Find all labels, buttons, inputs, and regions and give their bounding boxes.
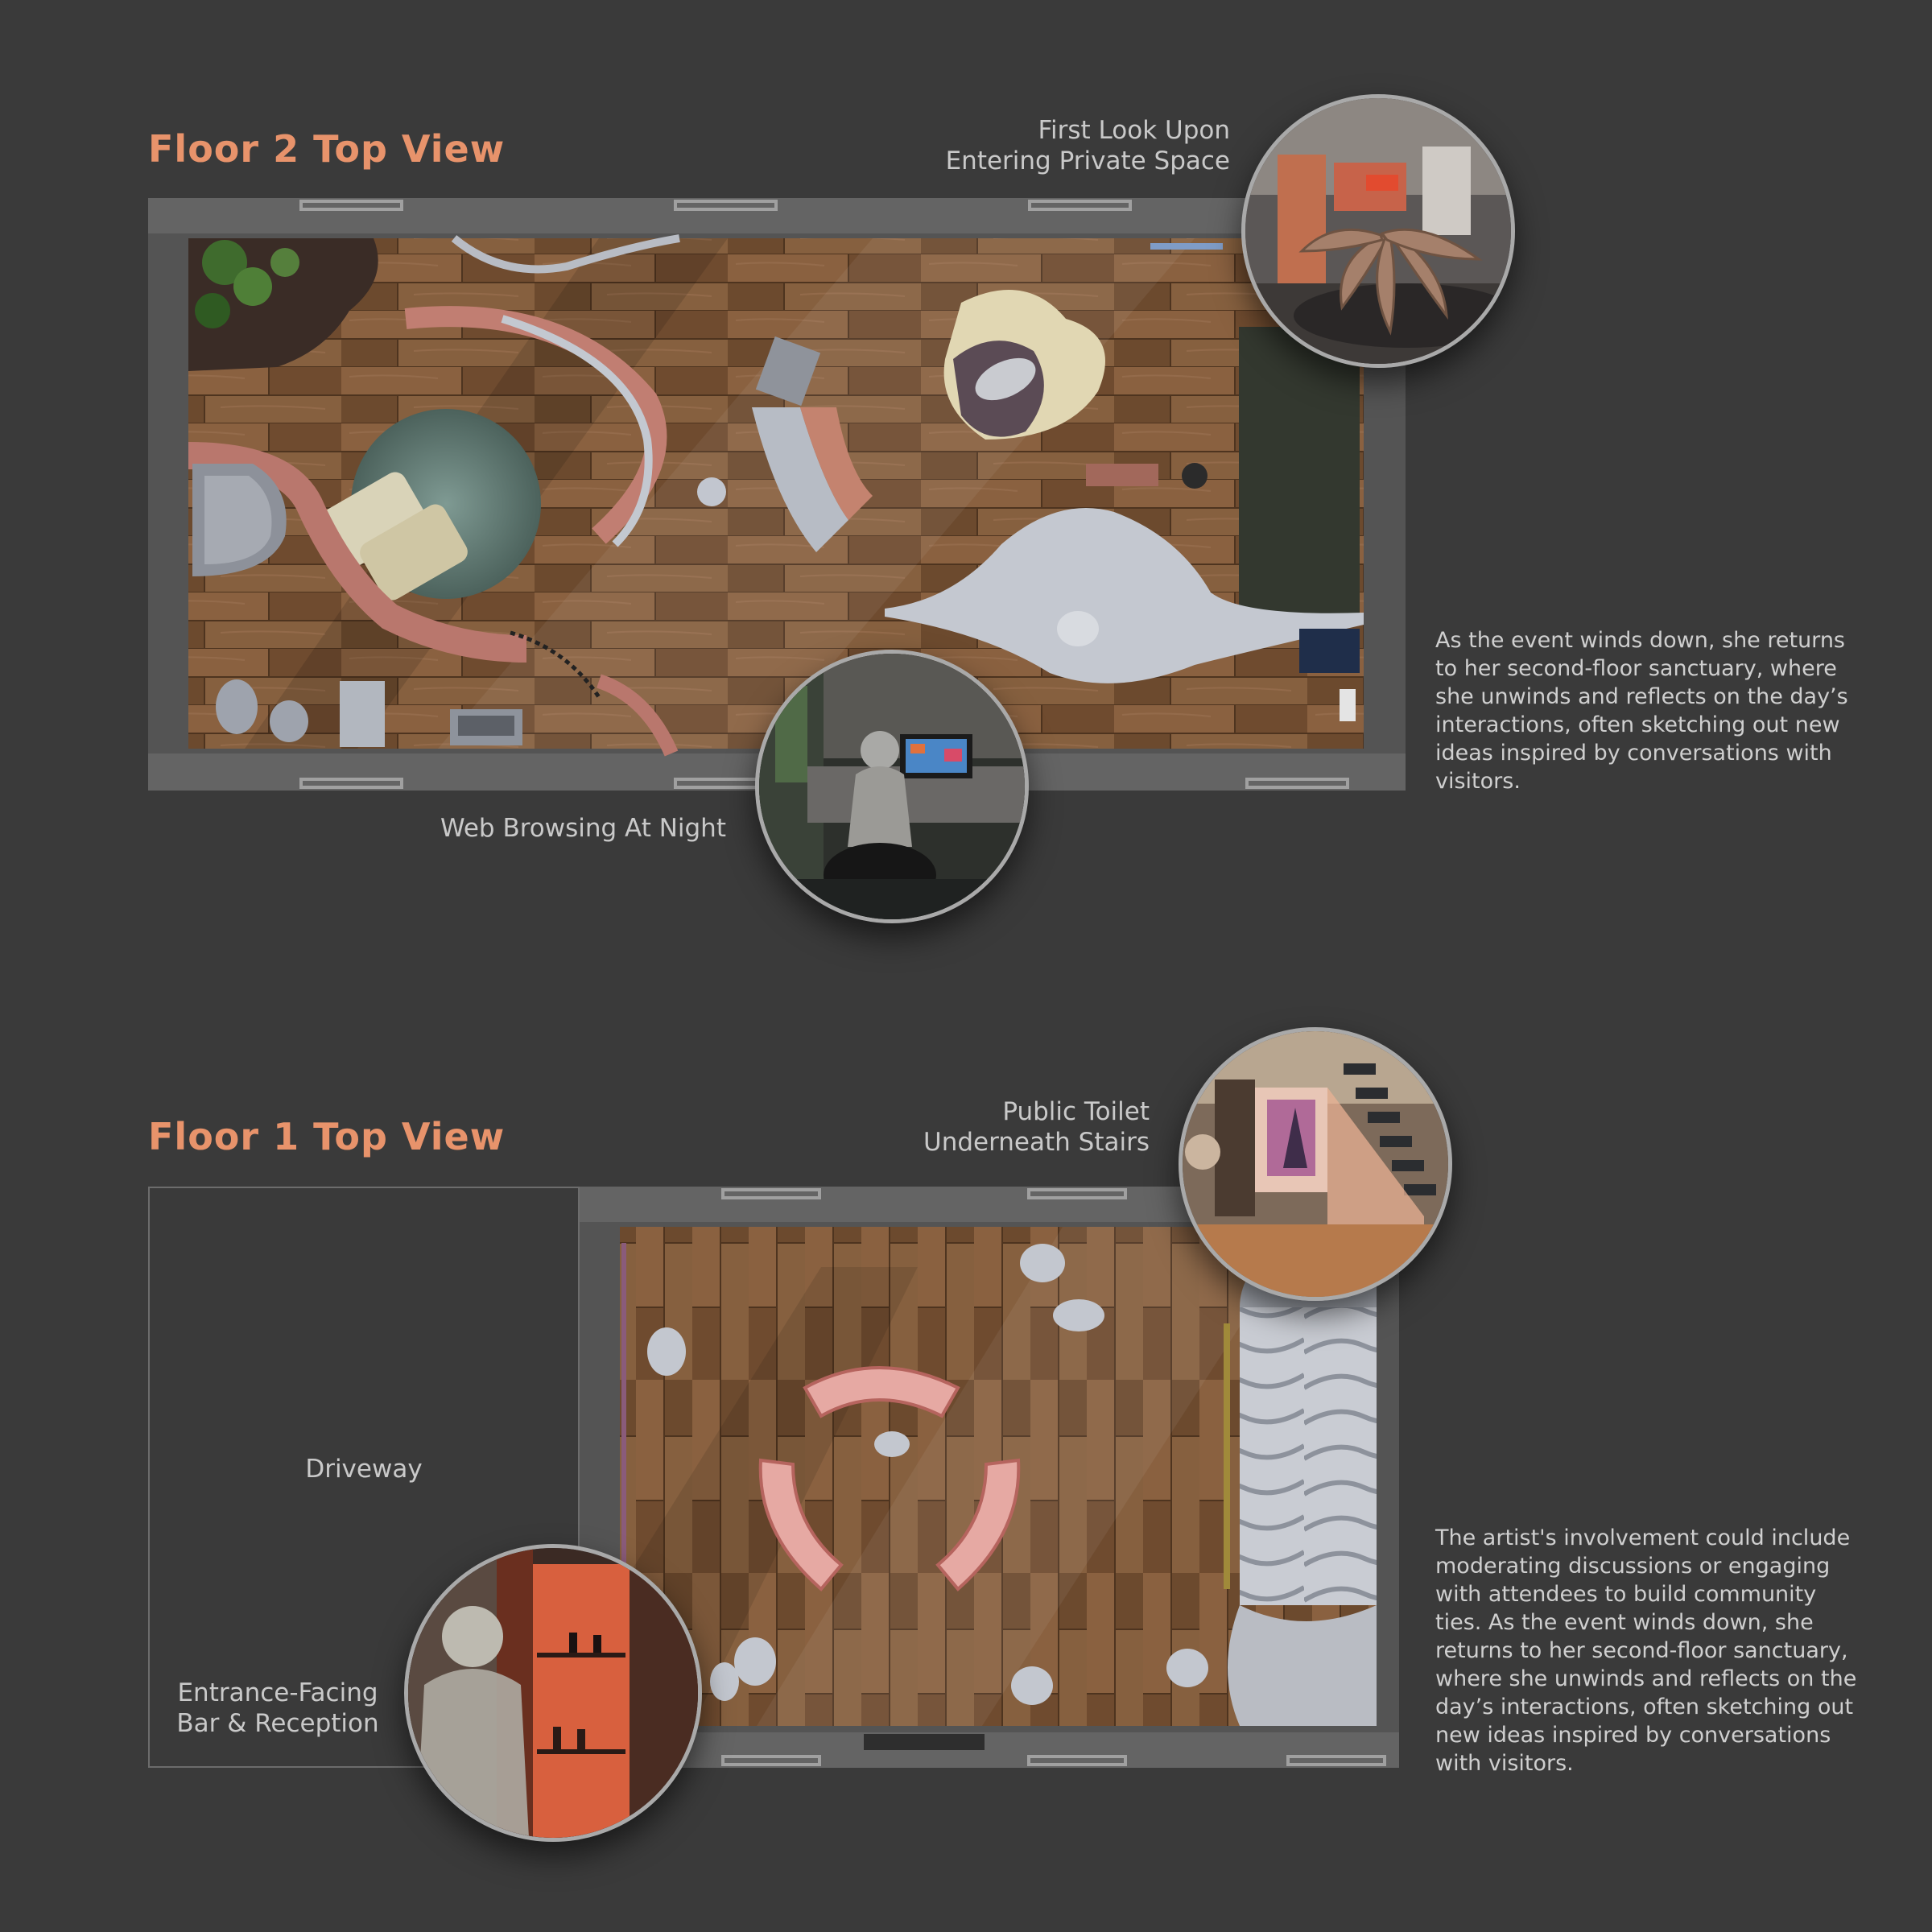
floor1-callout-public-toilet — [805, 1096, 1150, 1158]
floor2-callout-private-space — [869, 115, 1230, 176]
callout-line: Bar & Reception — [176, 1709, 379, 1738]
side-table — [1086, 464, 1158, 486]
callout-line: First Look Upon — [1038, 116, 1230, 145]
floor1-description: The artist's involvement could include moderating discussions or engaging with attendees to build community ties. As the event winds down, she returns to her second-floor sanctuary, where she unwinds and reflects on the day’s interactions, often sketching out new ideas inspired by conversations with visitors. — [1435, 1525, 1857, 1776]
callout-line: Underneath Stairs — [923, 1128, 1150, 1157]
floor1-entrance — [864, 1734, 985, 1750]
callout-line: Public Toilet — [1002, 1097, 1150, 1126]
circle-view-public-toilet — [1179, 1027, 1452, 1301]
handrail — [1224, 1323, 1230, 1589]
floor1-title: Floor 1 Top View — [148, 1115, 506, 1158]
chair-figure — [697, 477, 726, 506]
circle-view-bar-reception — [404, 1544, 702, 1842]
circle-view-private-space — [1241, 94, 1515, 368]
floor2-plan — [148, 198, 1406, 791]
floor2-green-wall — [1239, 327, 1360, 617]
driveway-label: Driveway — [305, 1455, 423, 1484]
floor2-description: As the event winds down, she returns to her second-floor sanctuary, where she unwinds and reflects on the day’s interactions, often sketching out new ideas inspired by conversations with visitors. — [1435, 628, 1848, 794]
callout-line: Entrance-Facing — [177, 1678, 378, 1707]
floor2-callout-web-browsing: Web Browsing At Night — [440, 814, 726, 843]
floor2-title: Floor 2 Top View — [148, 127, 506, 171]
circle-view-web-browsing — [755, 650, 1029, 923]
stair-wave-wall — [1240, 1307, 1377, 1605]
callout-line: Entering Private Space — [945, 147, 1230, 175]
wall-art — [1299, 629, 1360, 673]
floor1-callout-bar-reception — [165, 1678, 390, 1739]
